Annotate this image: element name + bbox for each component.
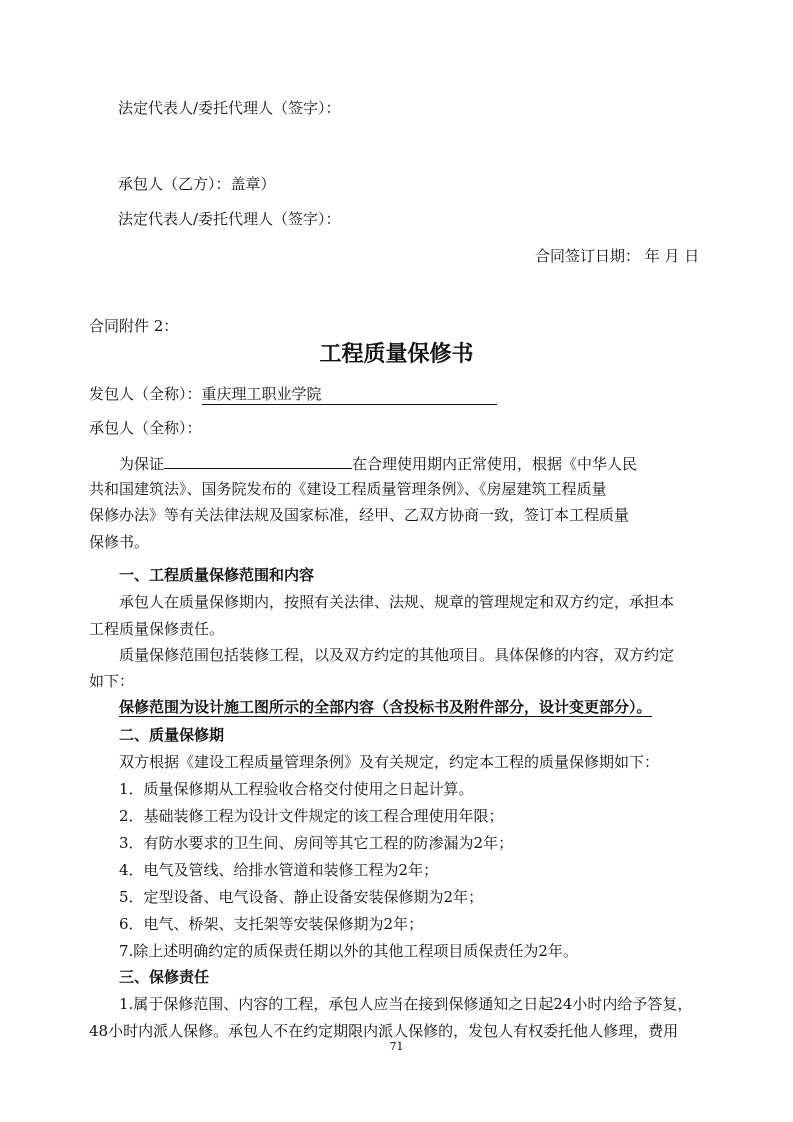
list-item: 6．电气、桥架、支托架等安装保修期为2年； bbox=[119, 915, 424, 933]
attachment-label: 合同附件 2： bbox=[89, 317, 179, 335]
signature-contractor-seal: 承包人（乙方）：盖章） bbox=[118, 175, 276, 193]
list-item: 5．定型设备、电气设备、静止设备安装保修期为2年； bbox=[119, 888, 484, 906]
employer-value: 重庆理工职业学院 bbox=[202, 384, 497, 405]
scope-text: 保修范围为设计施工图所示的全部内容（含投标书及附件部分，设计变更部分）。 bbox=[119, 698, 652, 716]
intro-post: 在合理使用期内正常使用，根据《中华人民 bbox=[352, 455, 638, 473]
intro-pre: 为保证 bbox=[119, 455, 165, 473]
blank-underline bbox=[164, 452, 352, 469]
section1-p2-l2: 如下： bbox=[89, 672, 135, 690]
intro-line-4: 保修书。 bbox=[89, 533, 150, 551]
signature-rep-b: 法定代表人/委托代理人（签字）： bbox=[118, 210, 341, 228]
section3-p1-l2: 48小时内派人保修。承包人不在约定期限内派人保修的，发包人有权委托他人修理，费用 bbox=[89, 1022, 679, 1040]
section1-scope bbox=[119, 697, 652, 717]
section1-heading: 一、工程质量保修范围和内容 bbox=[119, 566, 315, 584]
section1-p1-l2: 工程质量保修责任。 bbox=[89, 620, 225, 638]
list-item: 2．基础装修工程为设计文件规定的该工程合理使用年限； bbox=[119, 807, 504, 825]
section2-heading: 二、质量保修期 bbox=[119, 726, 225, 744]
section3-p1-l1: 1.属于保修范围、内容的工程，承包人应当在接到保修通知之日起24小时内给予答复， bbox=[119, 995, 693, 1013]
sign-date: 合同签订日期： 年 月 日 bbox=[535, 247, 700, 265]
section1-p2-l1: 质量保修范围包括装修工程，以及双方约定的其他项目。具体保修的内容，双方约定 bbox=[119, 646, 675, 664]
section3-heading: 三、保修责任 bbox=[119, 968, 210, 986]
section1-p1-l1: 承包人在质量保修期内，按照有关法律、法规、规章的管理规定和双方约定，承担本 bbox=[119, 593, 675, 611]
intro-line-3: 保修办法》等有关法律法规及国家标准，经甲、乙双方协商一致，签订本工程质量 bbox=[89, 506, 630, 524]
list-item: 3．有防水要求的卫生间、房间等其它工程的防渗漏为2年； bbox=[119, 834, 514, 852]
intro-line-2: 共和国建筑法》、国务院发布的《建设工程质量管理条例》、《房屋建筑工程质量 bbox=[89, 480, 607, 498]
intro-line-1 bbox=[119, 452, 637, 474]
employer-label: 发包人（全称）： bbox=[89, 385, 202, 403]
employer-line bbox=[89, 384, 497, 405]
section2-intro: 双方根据《建设工程质量管理条例》及有关规定，约定本工程的质量保修期如下： bbox=[119, 753, 660, 771]
list-item: 7.除上述明确约定的质保责任期以外的其他工程项目质保责任为2年。 bbox=[119, 942, 578, 960]
contractor-label: 承包人（全称）： bbox=[89, 419, 202, 437]
list-item: 4．电气及管线、给排水管道和装修工程为2年； bbox=[119, 861, 439, 879]
list-item: 1．质量保修期从工程验收合格交付使用之日起计算。 bbox=[119, 780, 474, 798]
page-number: 71 bbox=[389, 1040, 404, 1053]
signature-rep-a: 法定代表人/委托代理人（签字）： bbox=[118, 99, 341, 117]
page-title: 工程质量保修书 bbox=[319, 342, 474, 367]
